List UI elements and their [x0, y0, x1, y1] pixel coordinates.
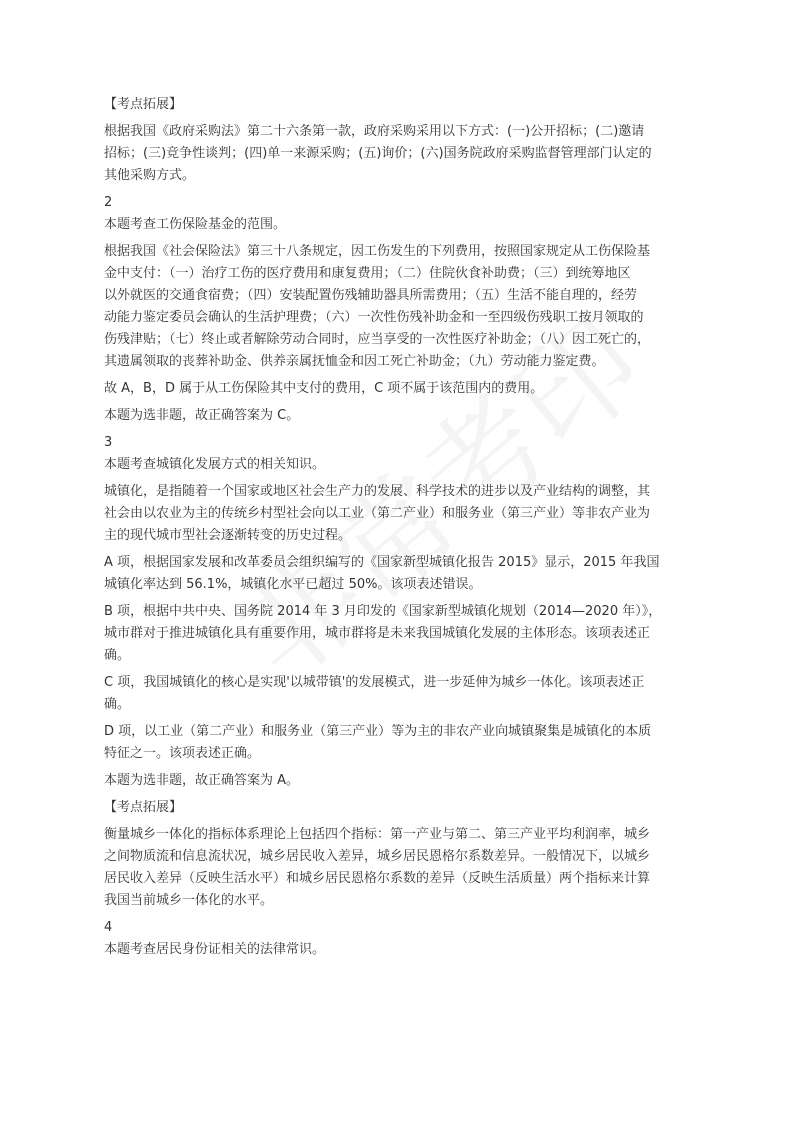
paragraph: [104, 94, 696, 116]
text-line: 3: [104, 435, 113, 450]
paragraph: [104, 552, 696, 596]
text-line: 故 A，B，D 属于从工伤保险其中支付的费用，C 项不属于该范围内的费用。: [104, 381, 544, 396]
paragraph: [104, 601, 696, 667]
text-line: 衡量城乡一体化的指标体系理论上包括四个指标：第一产业与第二、第三产业平均利润率，城乡: [104, 827, 651, 842]
text-line: 城镇化，是指随着一个国家或地区社会生产力的发展、科学技术的进步以及产业结构的调整，其: [104, 484, 651, 499]
text-line: 确。: [104, 697, 131, 712]
text-line: 特征之一。该项表述正确。: [104, 746, 261, 761]
text-line: 本题考查城镇化发展方式的相关知识。: [104, 457, 326, 472]
text-line: C 项，我国城镇化的核心是实现'以城带镇'的发展模式，进一步延伸为城乡一体化。该项表述正: [104, 675, 645, 690]
text-line: 根据我国《政府采购法》第二十六条第一款，政府采购采用以下方式：(一)公开招标；(二)邀请: [104, 124, 645, 139]
text-line: 招标；(三)竞争性谈判；(四)单一来源采购；(五)询价；(六)国务院政府采购监督管理部门认定的: [104, 146, 652, 161]
text-line: 2: [104, 195, 113, 210]
text-line: 城镇化率达到 56.1%，城镇化水平已超过 50%。该项表述错误。: [104, 577, 482, 592]
paragraph: [104, 378, 696, 400]
text-line: 【考点拓展】: [104, 97, 183, 112]
text-line: 之间物质流和信息流状况，城乡居民收入差异，城乡居民恩格尔系数差异。一般情况下，以城乡: [104, 849, 651, 864]
text-line: 其遗属领取的丧葬补助金、供养亲属抚恤金和因工死亡补助金；（九）劳动能力鉴定费。: [104, 354, 605, 369]
text-line: B 项，根据中共中央、国务院 2014 年 3 月印发的《国家新型城镇化规划（2014—2020 年）》，: [104, 604, 662, 619]
document-body: [104, 94, 696, 966]
paragraph: [104, 405, 696, 427]
text-line: 城市群对于推进城镇化具有重要作用，城市群将是未来我国城镇化发展的主体形态。该项表述正: [104, 626, 651, 641]
paragraph: [104, 432, 696, 476]
text-line: 根据我国《社会保险法》第三十八条规定，因工伤发生的下列费用，按照国家规定从工伤保险基: [104, 244, 651, 259]
text-line: 伤残津贴；（七）终止或者解除劳动合同时，应当享受的一次性医疗补助金；（八）因工死亡的，: [104, 332, 651, 347]
text-line: 动能力鉴定委员会确认的生活护理费；（六）一次性伤残补助金和一至四级伤残职工按月领取的: [104, 310, 644, 325]
paragraph: [104, 721, 696, 765]
text-line: 确。: [104, 648, 131, 663]
paragraph: [104, 241, 696, 373]
paragraph: [104, 121, 696, 187]
text-line: 我国当前城乡一体化的水平。: [104, 893, 274, 908]
text-line: 本题为选非题，故正确答案为 A。: [104, 773, 300, 788]
paragraph: [104, 770, 696, 792]
text-line: D 项，以工业（第二产业）和服务业（第三产业）等为主的非农产业向城镇聚集是城镇化的本质: [104, 724, 652, 739]
paragraph: [104, 481, 696, 547]
text-line: 金中支付：（一）治疗工伤的医疗费用和康复费用；（二）住院伙食补助费；（三）到统筹地区: [104, 266, 631, 281]
paragraph: [104, 824, 696, 912]
paragraph: [104, 917, 696, 961]
text-line: 以外就医的交通食宿费；（四）安装配置伤残辅助器具所需费用；（五）生活不能自理的，经劳: [104, 288, 638, 303]
text-line: 【考点拓展】: [104, 800, 183, 815]
paragraph: [104, 672, 696, 716]
text-line: 主的现代城市型社会逐渐转变的历史过程。: [104, 528, 352, 543]
text-line: 其他采购方式。: [104, 168, 196, 183]
text-line: A 项，根据国家发展和改革委员会组织编写的《国家新型城镇化报告 2015》显示，2015 年我国: [104, 555, 660, 570]
text-line: 本题为选非题，故正确答案为 C。: [104, 408, 300, 423]
text-line: 社会由以农业为主的传统乡村型社会向以工业（第二产业）和服务业（第三产业）等非农产业为: [104, 506, 651, 521]
text-line: 4: [104, 920, 113, 935]
text-line: 本题考查工伤保险基金的范围。: [104, 217, 287, 232]
paragraph: [104, 797, 696, 819]
paragraph: [104, 192, 696, 236]
text-line: 本题考查居民身份证相关的法律常识。: [104, 942, 326, 957]
text-line: 居民收入差异（反映生活水平）和城乡居民恩格尔系数的差异（反映生活质量）两个指标来计算: [104, 871, 651, 886]
